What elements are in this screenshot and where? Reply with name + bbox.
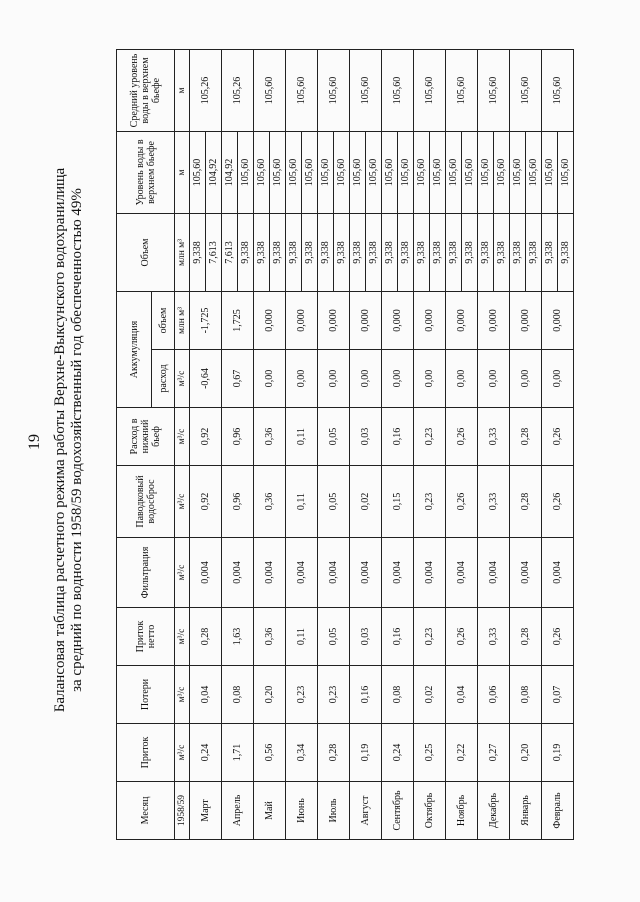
rotated-content	[14, 10, 614, 890]
cell-volume	[350, 213, 382, 291]
cell-level-end: 105,60	[336, 158, 347, 187]
table-row	[478, 49, 510, 839]
cell-acc-volume: -1,725	[190, 291, 222, 349]
cell-acc-flow: 0,00	[382, 350, 414, 408]
cell-inflow: 0,24	[382, 724, 414, 782]
table-row	[286, 49, 318, 839]
cell-month: Февраль	[542, 782, 574, 840]
cell-downstream: 0,11	[286, 408, 318, 466]
cell-acc-flow: 0,00	[350, 350, 382, 408]
cell-volume	[542, 213, 574, 291]
header-accumulation: Аккумуляция	[117, 291, 152, 407]
cell-volume-start: 9,338	[542, 214, 558, 291]
cell-filtration: 0,004	[542, 538, 574, 608]
cell-losses: 0,08	[382, 666, 414, 724]
cell-acc-flow: 0,67	[222, 350, 254, 408]
cell-acc-volume: 0,000	[542, 291, 574, 349]
cell-acc-volume: 0,000	[254, 291, 286, 349]
unit-losses: м³/с	[175, 666, 190, 724]
cell-acc-volume: 0,000	[478, 291, 510, 349]
cell-inflow: 1,71	[222, 724, 254, 782]
cell-volume-end: 9,338	[400, 241, 411, 264]
cell-filtration: 0,004	[222, 538, 254, 608]
cell-avg-level: 105,60	[350, 49, 382, 131]
cell-volume	[446, 213, 478, 291]
cell-level-end: 105,60	[368, 158, 379, 187]
cell-volume-end: 9,338	[432, 241, 443, 264]
cell-volume-start: 9,338	[190, 214, 206, 291]
table-row	[190, 49, 222, 839]
cell-month: Август	[350, 782, 382, 840]
document-title	[52, 10, 86, 870]
cell-net-inflow: 0,26	[542, 608, 574, 666]
cell-level-end: 105,60	[560, 158, 571, 187]
table-row	[318, 49, 350, 839]
cell-downstream: 0,96	[222, 408, 254, 466]
cell-inflow: 0,19	[350, 724, 382, 782]
table-row	[222, 49, 254, 839]
cell-level-start: 105,60	[478, 132, 494, 213]
cell-month: Ноябрь	[446, 782, 478, 840]
cell-volume-end: 9,338	[528, 241, 539, 264]
cell-level-start: 105,60	[254, 132, 270, 213]
cell-losses: 0,04	[190, 666, 222, 724]
cell-spillway: 0,28	[510, 466, 542, 538]
title-line-1: Балансовая таблица расчетного режима работы Верхне-Выксунского водохранилища	[52, 167, 68, 713]
cell-filtration: 0,004	[254, 538, 286, 608]
cell-level-start: 105,60	[510, 132, 526, 213]
cell-net-inflow: 0,03	[350, 608, 382, 666]
cell-volume-end: 9,338	[560, 241, 571, 264]
table-row	[382, 49, 414, 839]
cell-downstream: 0,16	[382, 408, 414, 466]
cell-level-end: 105,60	[272, 158, 283, 187]
cell-volume-start: 7,613	[222, 214, 238, 291]
cell-filtration: 0,004	[414, 538, 446, 608]
cell-inflow: 0,19	[542, 724, 574, 782]
cell-month: Июнь	[286, 782, 318, 840]
header-net-inflow: Приток нетто	[117, 608, 175, 666]
cell-acc-flow: 0,00	[414, 350, 446, 408]
cell-volume-end: 9,338	[368, 241, 379, 264]
cell-spillway: 0,15	[382, 466, 414, 538]
balance-table	[116, 49, 574, 840]
unit-inflow: м³/с	[175, 724, 190, 782]
cell-volume	[318, 213, 350, 291]
cell-net-inflow: 0,28	[190, 608, 222, 666]
cell-level-start: 105,60	[318, 132, 334, 213]
cell-level-start: 104,92	[222, 132, 238, 213]
cell-level-end: 104,92	[208, 158, 219, 187]
cell-month: Май	[254, 782, 286, 840]
cell-inflow: 0,22	[446, 724, 478, 782]
cell-losses: 0,07	[542, 666, 574, 724]
cell-avg-level: 105,60	[286, 49, 318, 131]
cell-month: Апрель	[222, 782, 254, 840]
cell-level-end: 105,60	[432, 158, 443, 187]
cell-volume	[414, 213, 446, 291]
cell-avg-level: 105,60	[510, 49, 542, 131]
header-losses: Потери	[117, 666, 175, 724]
cell-filtration: 0,004	[190, 538, 222, 608]
cell-net-inflow: 1,63	[222, 608, 254, 666]
cell-month: Январь	[510, 782, 542, 840]
unit-spillway: м³/с	[175, 466, 190, 538]
cell-filtration: 0,004	[286, 538, 318, 608]
cell-level	[350, 131, 382, 213]
cell-volume-start: 9,338	[254, 214, 270, 291]
cell-losses: 0,23	[318, 666, 350, 724]
cell-volume-start: 9,338	[382, 214, 398, 291]
unit-acc-flow: м³/с	[175, 350, 190, 408]
cell-level-start: 105,60	[286, 132, 302, 213]
cell-volume-start: 9,338	[286, 214, 302, 291]
cell-volume-start: 9,338	[414, 214, 430, 291]
cell-level-end: 105,60	[528, 158, 539, 187]
unit-volume: млн м³	[175, 213, 190, 291]
cell-acc-flow: 0,00	[446, 350, 478, 408]
cell-volume	[254, 213, 286, 291]
cell-acc-flow: 0,00	[478, 350, 510, 408]
cell-volume	[222, 213, 254, 291]
cell-losses: 0,16	[350, 666, 382, 724]
cell-spillway: 0,11	[286, 466, 318, 538]
cell-volume-start: 9,338	[446, 214, 462, 291]
cell-spillway: 0,26	[446, 466, 478, 538]
unit-level: м	[175, 131, 190, 213]
cell-level-start: 105,60	[414, 132, 430, 213]
cell-spillway: 0,96	[222, 466, 254, 538]
cell-net-inflow: 0,05	[318, 608, 350, 666]
cell-acc-flow: 0,00	[510, 350, 542, 408]
header-avg-level: Средний уровень воды в верхнем бьефе	[117, 49, 175, 131]
cell-level	[254, 131, 286, 213]
unit-filtration: м³/с	[175, 538, 190, 608]
cell-volume-end: 9,338	[304, 241, 315, 264]
cell-level-start: 105,60	[190, 132, 206, 213]
cell-acc-volume: 0,000	[382, 291, 414, 349]
cell-inflow: 0,27	[478, 724, 510, 782]
cell-volume-end: 9,338	[464, 241, 475, 264]
cell-downstream: 0,28	[510, 408, 542, 466]
cell-acc-volume: 0,000	[350, 291, 382, 349]
cell-volume	[190, 213, 222, 291]
cell-level	[414, 131, 446, 213]
cell-level-end: 105,60	[400, 158, 411, 187]
cell-downstream: 0,03	[350, 408, 382, 466]
cell-avg-level: 105,60	[542, 49, 574, 131]
page-number: 19	[26, 434, 43, 450]
cell-volume-end: 9,338	[336, 241, 347, 264]
cell-avg-level: 105,60	[478, 49, 510, 131]
cell-level-end: 105,60	[304, 158, 315, 187]
cell-volume-start: 9,338	[350, 214, 366, 291]
cell-volume-start: 9,338	[478, 214, 494, 291]
cell-month: Декабрь	[478, 782, 510, 840]
cell-volume	[286, 213, 318, 291]
cell-filtration: 0,004	[478, 538, 510, 608]
cell-losses: 0,02	[414, 666, 446, 724]
header-acc-volume: объем	[152, 291, 175, 349]
cell-level-end: 105,60	[240, 158, 251, 187]
cell-acc-volume: 0,000	[510, 291, 542, 349]
cell-net-inflow: 0,36	[254, 608, 286, 666]
cell-acc-flow: 0,00	[542, 350, 574, 408]
cell-losses: 0,20	[254, 666, 286, 724]
cell-spillway: 0,23	[414, 466, 446, 538]
cell-net-inflow: 0,28	[510, 608, 542, 666]
cell-level	[510, 131, 542, 213]
cell-level	[286, 131, 318, 213]
table-row	[542, 49, 574, 839]
cell-inflow: 0,24	[190, 724, 222, 782]
cell-level-start: 105,60	[350, 132, 366, 213]
cell-losses: 0,04	[446, 666, 478, 724]
header-filtration: Фильтрация	[117, 538, 175, 608]
cell-filtration: 0,004	[318, 538, 350, 608]
cell-level	[382, 131, 414, 213]
cell-level	[478, 131, 510, 213]
cell-avg-level: 105,60	[254, 49, 286, 131]
cell-volume-end: 9,338	[240, 241, 251, 264]
cell-avg-level: 105,26	[190, 49, 222, 131]
cell-acc-flow: 0,00	[318, 350, 350, 408]
cell-month: Сентябрь	[382, 782, 414, 840]
cell-level	[446, 131, 478, 213]
cell-volume	[478, 213, 510, 291]
cell-month: Октябрь	[414, 782, 446, 840]
cell-volume-end: 9,338	[496, 241, 507, 264]
header-inflow: Приток	[117, 724, 175, 782]
table-row	[254, 49, 286, 839]
table-row	[350, 49, 382, 839]
cell-acc-flow: -0,64	[190, 350, 222, 408]
cell-net-inflow: 0,23	[414, 608, 446, 666]
header-acc-flow: расход	[152, 350, 175, 408]
cell-acc-volume: 0,000	[446, 291, 478, 349]
cell-acc-volume: 0,000	[286, 291, 318, 349]
cell-net-inflow: 0,11	[286, 608, 318, 666]
unit-acc-volume: млн м³	[175, 291, 190, 349]
cell-volume-start: 9,338	[510, 214, 526, 291]
cell-level	[222, 131, 254, 213]
cell-acc-volume: 0,000	[414, 291, 446, 349]
cell-avg-level: 105,60	[446, 49, 478, 131]
cell-spillway: 0,36	[254, 466, 286, 538]
cell-downstream: 0,92	[190, 408, 222, 466]
cell-filtration: 0,004	[382, 538, 414, 608]
unit-year: 1958/59	[175, 782, 190, 840]
cell-volume-end: 7,613	[208, 241, 219, 264]
cell-spillway: 0,26	[542, 466, 574, 538]
cell-volume	[510, 213, 542, 291]
cell-filtration: 0,004	[350, 538, 382, 608]
header-downstream: Расход в нижний бьеф	[117, 408, 175, 466]
cell-level-start: 105,60	[542, 132, 558, 213]
cell-acc-volume: 1,725	[222, 291, 254, 349]
cell-spillway: 0,33	[478, 466, 510, 538]
cell-acc-flow: 0,00	[286, 350, 318, 408]
cell-level-end: 105,60	[464, 158, 475, 187]
title-line-2: за средний по водности 1958/59 водохозяйственный год обеспеченностью 49%	[69, 188, 85, 692]
cell-level	[318, 131, 350, 213]
cell-filtration: 0,004	[510, 538, 542, 608]
cell-level	[190, 131, 222, 213]
cell-level-end: 105,60	[496, 158, 507, 187]
header-spillway: Паводковый водосброс	[117, 466, 175, 538]
cell-downstream: 0,33	[478, 408, 510, 466]
cell-spillway: 0,05	[318, 466, 350, 538]
cell-downstream: 0,05	[318, 408, 350, 466]
cell-acc-volume: 0,000	[318, 291, 350, 349]
header-level: Уровень воды в верхнем бьефе	[117, 131, 175, 213]
cell-month: Июль	[318, 782, 350, 840]
unit-net: м³/с	[175, 608, 190, 666]
cell-downstream: 0,26	[446, 408, 478, 466]
cell-losses: 0,08	[510, 666, 542, 724]
table-row	[446, 49, 478, 839]
cell-filtration: 0,004	[446, 538, 478, 608]
table-body	[190, 49, 574, 839]
cell-inflow: 0,20	[510, 724, 542, 782]
cell-downstream: 0,23	[414, 408, 446, 466]
cell-volume-start: 9,338	[318, 214, 334, 291]
cell-net-inflow: 0,33	[478, 608, 510, 666]
cell-avg-level: 105,60	[382, 49, 414, 131]
cell-acc-flow: 0,00	[254, 350, 286, 408]
cell-downstream: 0,26	[542, 408, 574, 466]
header-volume: Объем	[117, 213, 175, 291]
cell-volume-end: 9,338	[272, 241, 283, 264]
unit-downstream: м³/с	[175, 408, 190, 466]
table-row	[510, 49, 542, 839]
cell-avg-level: 105,60	[318, 49, 350, 131]
cell-inflow: 0,28	[318, 724, 350, 782]
cell-losses: 0,08	[222, 666, 254, 724]
cell-losses: 0,06	[478, 666, 510, 724]
cell-level-start: 105,60	[446, 132, 462, 213]
cell-spillway: 0,92	[190, 466, 222, 538]
cell-inflow: 0,34	[286, 724, 318, 782]
cell-avg-level: 105,60	[414, 49, 446, 131]
cell-net-inflow: 0,26	[446, 608, 478, 666]
cell-level	[542, 131, 574, 213]
cell-losses: 0,23	[286, 666, 318, 724]
cell-downstream: 0,36	[254, 408, 286, 466]
cell-spillway: 0,02	[350, 466, 382, 538]
header-month: Месяц	[117, 782, 175, 840]
cell-inflow: 0,56	[254, 724, 286, 782]
cell-net-inflow: 0,16	[382, 608, 414, 666]
cell-month: Март	[190, 782, 222, 840]
cell-inflow: 0,25	[414, 724, 446, 782]
cell-volume	[382, 213, 414, 291]
cell-level-start: 105,60	[382, 132, 398, 213]
table-row	[414, 49, 446, 839]
unit-avg-level: м	[175, 49, 190, 131]
cell-avg-level: 105,26	[222, 49, 254, 131]
